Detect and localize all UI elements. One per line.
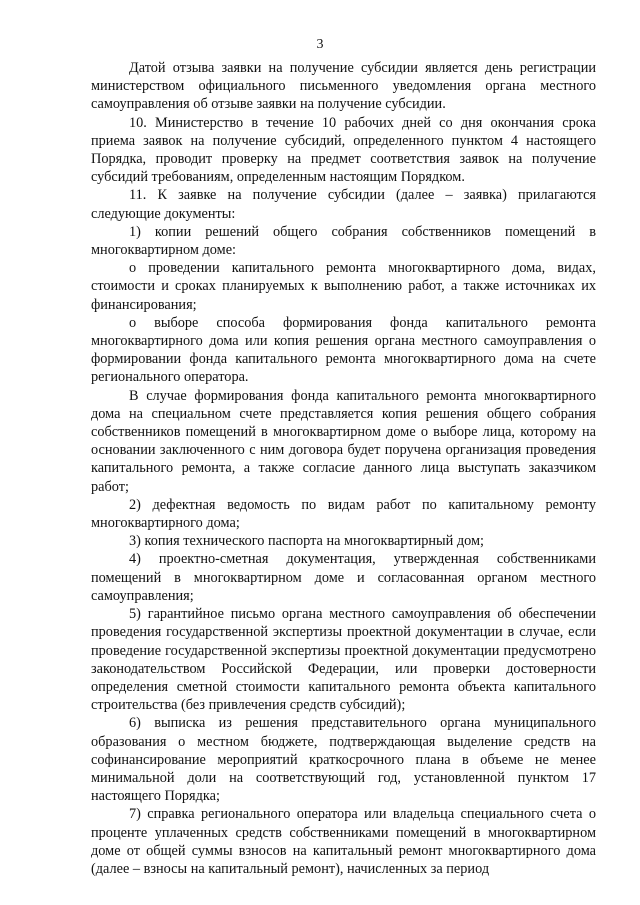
paragraph: 4) проектно-сметная документация, утвержденная собственниками помещений в многоквартирном доме и согласованная органом местного самоуправления; — [91, 551, 596, 604]
paragraph: Датой отзыва заявки на получение субсидии является день регистрации министерством официального письменного уведомления органа местного самоуправления об отзыве заявки на получение субсидии. — [91, 60, 596, 113]
paragraph: 10. Министерство в течение 10 рабочих дней со дня окончания срока приема заявок на получение субсидий, определенного пунктом 4 настоящего Порядка, проводит проверку на предмет соответствия заявок на получение субсидий требованиям, определенным настоящим Порядком. — [91, 114, 596, 186]
paragraph: о проведении капитального ремонта многоквартирного дома, видах, стоимости и сроках планируемых к выполнению работ, а также источниках их финансирования; — [91, 260, 596, 313]
paragraph: 11. К заявке на получение субсидии (далее – заявка) прилагаются следующие документы: — [91, 187, 596, 222]
paragraph: 2) дефектная ведомость по видам работ по капитальному ремонту многоквартирного дома; — [91, 496, 596, 532]
paragraph: 6) выписка из решения представительного органа муниципального образования о местном бюджете, подтверждающая выделение средств на софинансирование мероприятий краткосрочного плана в объеме не менее минимальной доли на соответствующий год, установленной пунктом 17 настоящего Порядка; — [91, 715, 596, 805]
paragraph: 3) копия технического паспорта на многоквартирный дом; — [129, 533, 485, 550]
paragraph: 1) копии решений общего собрания собственников помещений в многоквартирном доме: — [91, 223, 596, 259]
paragraph: 7) справка регионального оператора или владельца специального счета о проценте уплаченных средств собственниками помещений в многоквартирном доме от общей суммы взносов на капитальный ремонт многоквартирного дома (далее – взносы на капитальный ремонт), начисленных за период — [91, 806, 596, 877]
page-number: 3 — [316, 37, 324, 52]
paragraph: В случае формирования фонда капитального ремонта многоквартирного дома на специальном счете представляется копия решения общего собрания собственников помещений в многоквартирном доме о выборе лица, которому на основании заключенного с ним договора будет поручена организация проведения капитального ремонта, а также согласие данного лица выступать заказчиком работ; — [91, 387, 596, 495]
paragraph: 5) гарантийное письмо органа местного самоуправления об обеспечении проведения государственной экспертизы проектной документации в случае, если проведение государственной экспертизы проектной документации предусмотрено законодательством Российской Федерации, или проверки достоверности определения сметной стоимости капитального ремонта объекта капитального строительства (без привлечения средств субсидий); — [91, 606, 596, 714]
paragraph: о выборе способа формирования фонда капитального ремонта многоквартирного дома или копия решения органа местного самоуправления о формировании фонда капитального ремонта многоквартирного дома на счете регионального оператора. — [91, 314, 596, 386]
document-body — [91, 59, 596, 878]
